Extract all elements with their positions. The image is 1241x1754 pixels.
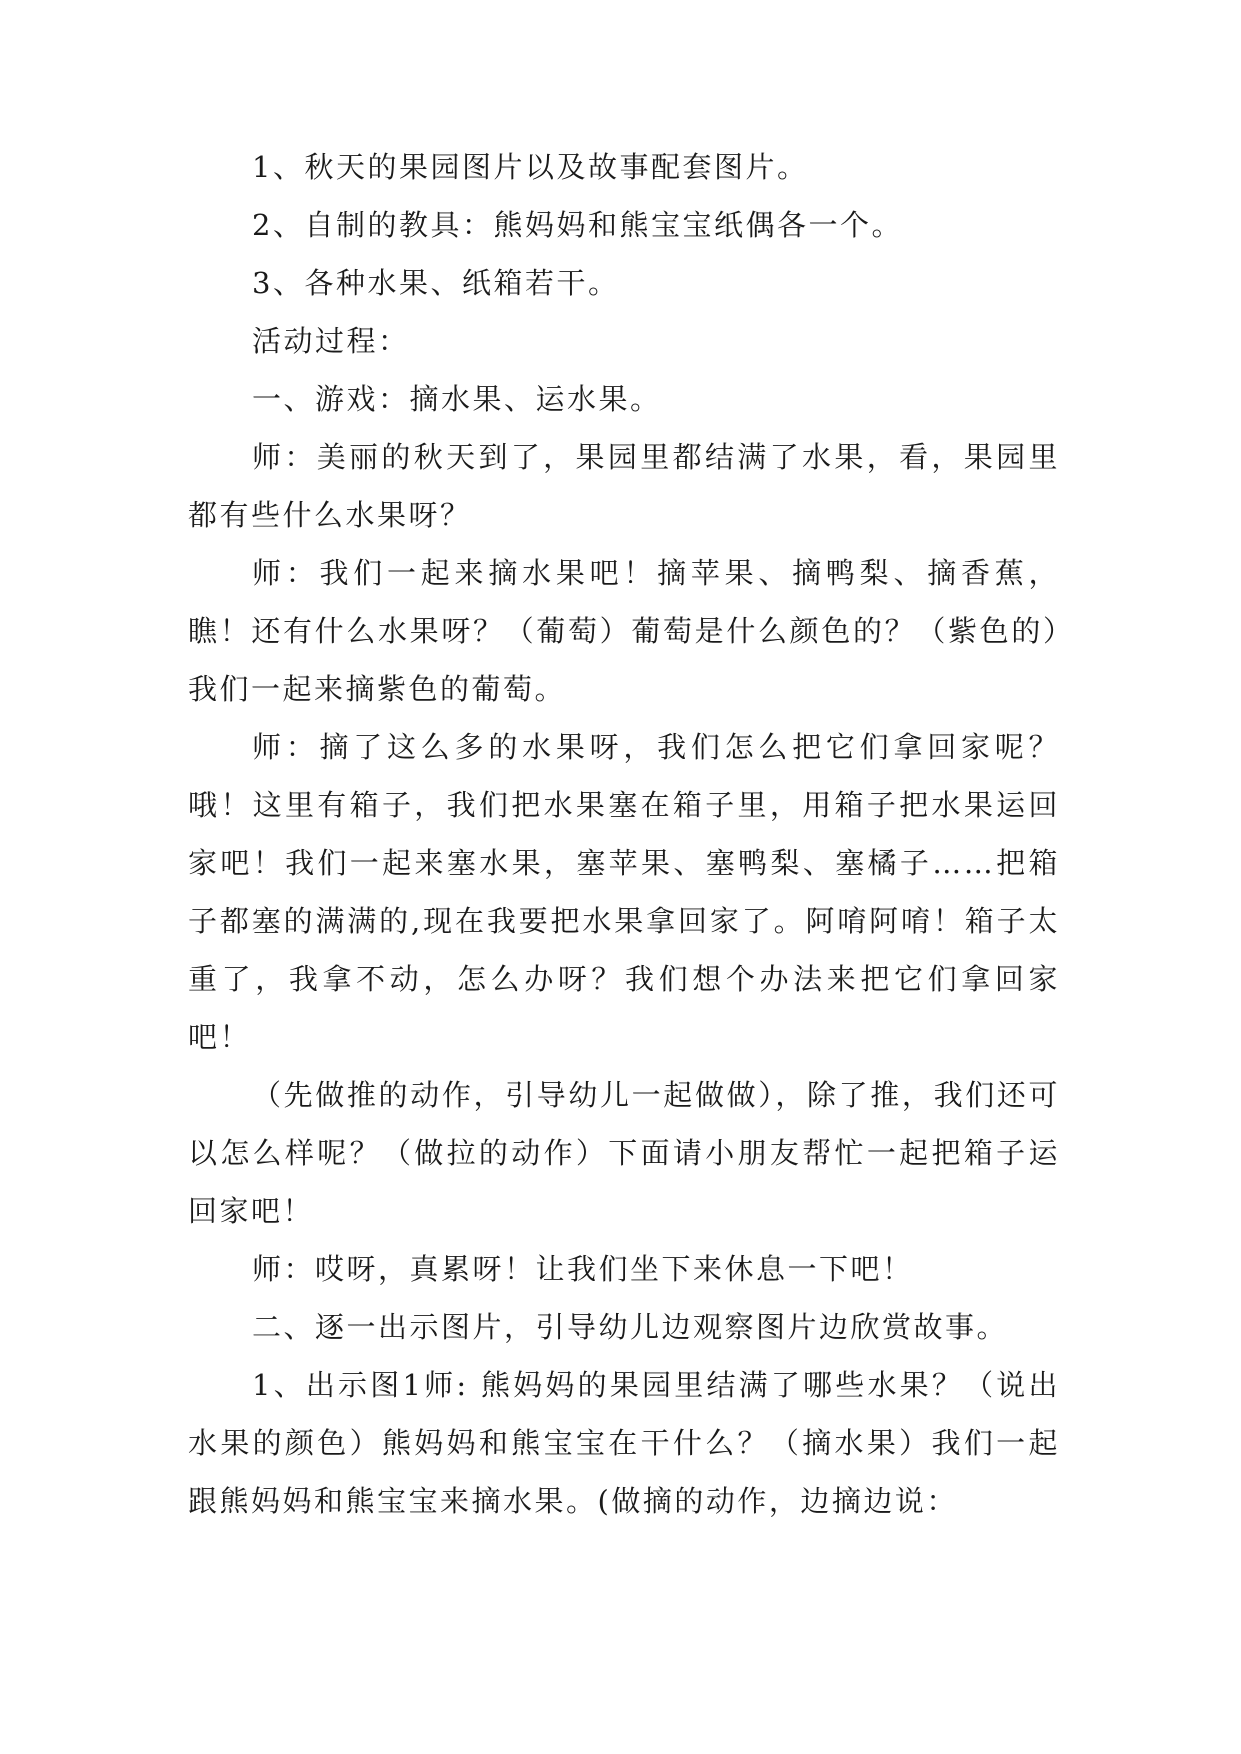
step-heading-game: 一、游戏：摘水果、运水果。 — [252, 382, 662, 416]
material-item-3: 3、各种水果、纸箱若干。 — [252, 266, 620, 300]
action-paragraph: （先做推的动作，引导幼儿一起做做），除了推，我们还可以怎么样呢？（做拉的动作）下面请小朋友帮忙一起把箱子运回家吧！ — [188, 1078, 1060, 1228]
teacher-paragraph-3: 师：摘了这么多的水果呀，我们怎么把它们拿回家呢？哦！这里有箱子，我们把水果塞在箱子里，用箱子把水果运回家吧！我们一起来塞水果，塞苹果、塞鸭梨、塞橘子……把箱子都塞的满满的,现在我要把水果拿回家了。阿唷阿唷！箱子太重了，我拿不动，怎么办呀？我们想个办法来把它们拿回家吧！ — [188, 730, 1060, 1054]
material-item-1: 1、秋天的果园图片以及故事配套图片。 — [252, 150, 809, 184]
section-heading-process: 活动过程： — [252, 324, 410, 358]
material-item-2: 2、自制的教具：熊妈妈和熊宝宝纸偶各一个。 — [252, 208, 903, 242]
picture-step-1: 1、出示图1师: 熊妈妈的果园里结满了哪些水果？（说出水果的颜色）熊妈妈和熊宝宝在干什么？（摘水果）我们一起跟熊妈妈和熊宝宝来摘水果。(做摘的动作，边摘边说： — [188, 1368, 1060, 1518]
teacher-paragraph-1: 师：美丽的秋天到了，果园里都结满了水果，看，果园里都有些什么水果呀？ — [188, 440, 1060, 532]
teacher-paragraph-2: 师：我们一起来摘水果吧！摘苹果、摘鸭梨、摘香蕉，瞧！还有什么水果呀？（葡萄）葡萄是什么颜色的？（紫色的）我们一起来摘紫色的葡萄。 — [188, 556, 1060, 706]
step-heading-pictures: 二、逐一出示图片，引导幼儿边观察图片边欣赏故事。 — [252, 1310, 1009, 1344]
teacher-paragraph-4: 师：哎呀，真累呀！让我们坐下来休息一下吧！ — [252, 1252, 914, 1286]
